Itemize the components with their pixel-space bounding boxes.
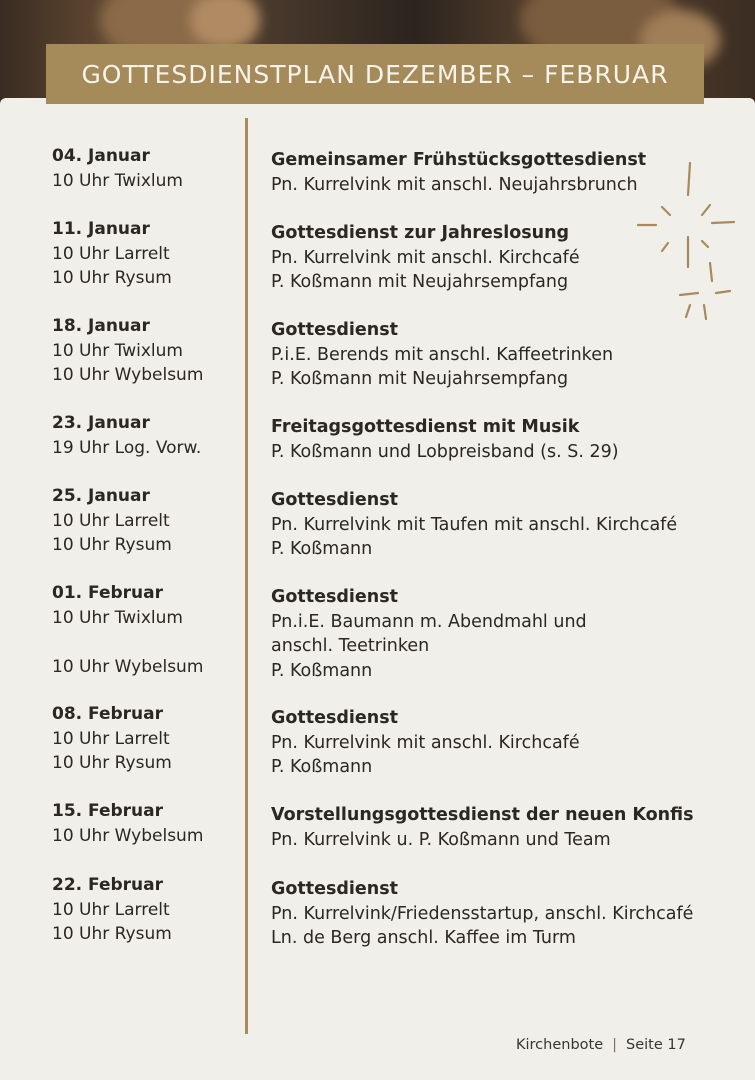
entry-date: 18. Januar: [52, 316, 150, 336]
entry-time: 10 Uhr Rysum: [52, 924, 172, 944]
entry-time: 10 Uhr Rysum: [52, 535, 172, 555]
entry-title: Gottesdienst: [271, 879, 399, 899]
entry-detail: P. Koßmann und Lobpreisband (s. S. 29): [271, 441, 619, 462]
entry-date: 25. Januar: [52, 486, 150, 506]
entry-spacer: [52, 630, 242, 655]
entry-title: Gottesdienst: [271, 490, 399, 510]
entry-time: 10 Uhr Wybelsum: [52, 365, 204, 385]
entry-detail: Pn. Kurrelvink mit anschl. Kirchcafé: [271, 247, 580, 268]
entry-title: Gemeinsamer Frühstücksgottesdienst: [271, 150, 647, 170]
entry-title: Gottesdienst: [271, 587, 399, 607]
entry-time: 10 Uhr Twixlum: [52, 170, 183, 191]
page-title: GOTTESDIENSTPLAN DEZEMBER – FEBRUAR: [81, 59, 669, 89]
footer-separator: |: [612, 1037, 618, 1053]
entry-time: 10 Uhr Wybelsum: [52, 656, 204, 677]
entry-time: 10 Uhr Rysum: [52, 753, 172, 773]
entry-time: 19 Uhr Log. Vorw.: [52, 437, 202, 458]
entry-date: 08. Februar: [52, 704, 163, 724]
entry-detail: Pn. Kurrelvink mit Taufen mit anschl. Kirchcafé: [271, 514, 678, 535]
entry-detail: P. Koßmann mit Neujahrsempfang: [271, 369, 569, 389]
entry-detail: P.i.E. Berends mit anschl. Kaffeetrinken: [271, 344, 614, 365]
entry-time: 10 Uhr Twixlum: [52, 607, 183, 628]
entry-detail: Pn.i.E. Baumann m. Abendmahl und: [271, 611, 587, 632]
entry-time: 10 Uhr Larrelt: [52, 728, 170, 749]
page-footer: [516, 1037, 686, 1053]
entry-title: Gottesdienst: [271, 708, 399, 728]
entry-detail: Pn. Kurrelvink/Friedensstartup, anschl. Kirchcafé: [271, 903, 694, 924]
entry-date: 01. Februar: [52, 583, 163, 603]
entry-date: 23. Januar: [52, 413, 150, 433]
entry-detail: P. Koßmann: [271, 539, 373, 559]
entry-title: Gottesdienst: [271, 320, 399, 340]
entry-time: 10 Uhr Twixlum: [52, 340, 183, 361]
entry-time: 10 Uhr Wybelsum: [52, 825, 204, 846]
entry-detail: P. Koßmann mit Neujahrsempfang: [271, 272, 569, 292]
page-number: Seite 17: [626, 1037, 686, 1053]
entry-date: 11. Januar: [52, 219, 150, 239]
entry-title: Vorstellungsgottesdienst der neuen Konfis: [271, 805, 694, 825]
entry-date: 22. Februar: [52, 875, 163, 895]
entry-detail: P. Koßmann: [271, 660, 373, 681]
entry-title: Freitagsgottesdienst mit Musik: [271, 417, 580, 437]
publication-name: Kirchenbote: [516, 1037, 604, 1053]
entry-time: 10 Uhr Larrelt: [52, 899, 170, 920]
entry-date: 04. Januar: [52, 146, 150, 166]
entry-detail: Pn. Kurrelvink mit anschl. Neujahrsbrunch: [271, 174, 638, 195]
entry-detail: anschl. Teetrinken: [271, 636, 430, 656]
entry-time: 10 Uhr Rysum: [52, 268, 172, 288]
entry-time: 10 Uhr Larrelt: [52, 510, 170, 531]
entry-title: Gottesdienst zur Jahreslosung: [271, 223, 570, 243]
entry-time: 10 Uhr Larrelt: [52, 243, 170, 264]
entry-date: 15. Februar: [52, 801, 163, 821]
entry-detail: Pn. Kurrelvink u. P. Koßmann und Team: [271, 829, 611, 850]
entry-detail: P. Koßmann: [271, 757, 373, 777]
entry-detail: Ln. de Berg anschl. Kaffee im Turm: [271, 928, 576, 948]
entry-detail: Pn. Kurrelvink mit anschl. Kirchcafé: [271, 732, 580, 753]
